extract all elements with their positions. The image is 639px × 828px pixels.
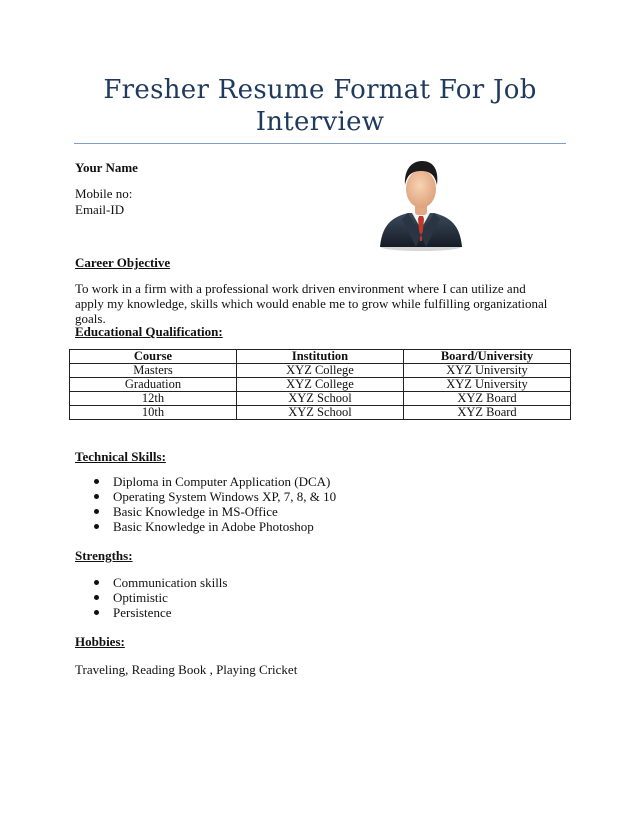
candidate-name: Your Name [75,160,138,175]
table-row [70,378,571,392]
column-header: Course [70,350,237,364]
education-table [69,349,571,420]
list-item: Diploma in Computer Application (DCA) [92,474,336,489]
list-item: Communication skills [92,575,227,590]
column-header: Institution [237,350,404,364]
technical-heading: Technical Skills: [75,449,166,464]
table-cell: XYZ Board [404,406,571,420]
education-heading: Educational Qualification: [75,324,223,339]
technical-list [92,474,336,534]
table-cell: 12th [70,392,237,406]
hobbies-text: Traveling, Reading Book , Playing Cricket [75,662,298,677]
table-cell: Graduation [70,378,237,392]
table-cell: XYZ College [237,364,404,378]
career-text: To work in a firm with a professional work driven environment where I can utilize and apply my knowledge, skills which would enable me to grow while fulfilling organizational goals. [75,281,548,326]
table-row [70,392,571,406]
hobbies-heading: Hobbies: [75,634,125,649]
mobile-label: Mobile no: [75,186,133,201]
list-item: Optimistic [92,590,227,605]
list-item: Basic Knowledge in Adobe Photoshop [92,519,336,534]
person-avatar-icon [378,155,464,251]
list-item: Persistence [92,605,227,620]
table-cell: Masters [70,364,237,378]
table-cell: 10th [70,406,237,420]
list-item: Operating System Windows XP, 7, 8, & 10 [92,489,336,504]
table-row [70,364,571,378]
email-label: Email-ID [75,202,125,217]
table-cell: XYZ Board [404,392,571,406]
table-cell: XYZ College [237,378,404,392]
career-heading: Career Objective [75,255,171,270]
table-cell: XYZ School [237,406,404,420]
table-cell: XYZ University [404,378,571,392]
strengths-heading: Strengths: [75,548,133,563]
list-item: Basic Knowledge in MS-Office [92,504,336,519]
table-cell: XYZ University [404,364,571,378]
page-title: Fresher Resume Format For Job Interview [103,75,537,137]
column-header: Board/University [404,350,571,364]
strengths-list [92,575,227,620]
table-cell: XYZ School [237,392,404,406]
table-row [70,406,571,420]
title-rule [74,143,566,144]
